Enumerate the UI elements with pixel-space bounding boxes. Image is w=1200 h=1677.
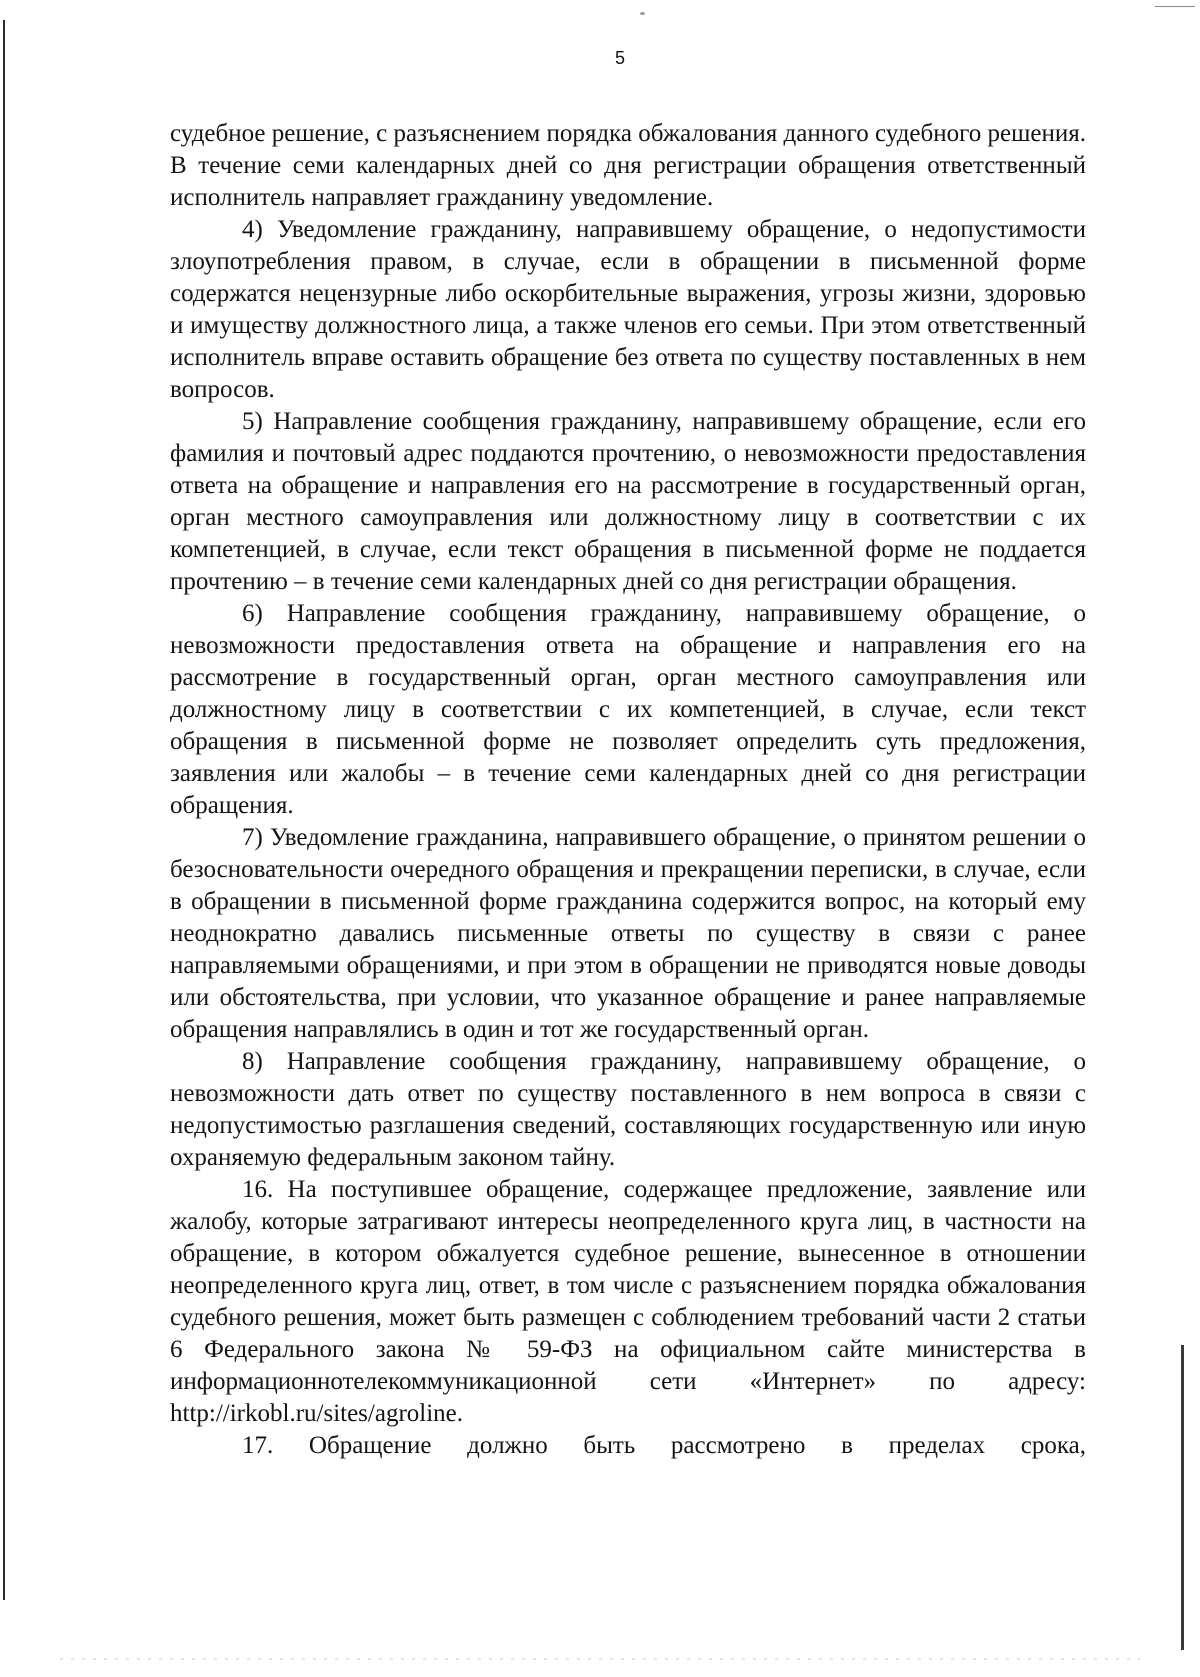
paragraph-item-6: 6) Направление сообщения гражданину, направившему обращение, о невозможности предоставления ответа на обращение и направления его на рассмотрение в государственный орган, орган местного самоуправления или должностному лицу в соответствии с их компетенцией, в случае, если текст обращения в письменной форме не позволяет определить суть предложения, заявления или жалобы – в течение семи календарных дней со дня регистрации обращения. [170,600,1086,819]
paragraph-item-4: 4) Уведомление гражданину, направившему обращение, о недопустимости злоупотребления правом, в случае, если в обращении в письменной форме содержатся нецензурные либо оскорбительные выражения, угрозы жизни, здоровью и имуществу должностного лица, а также членов его семьи. При этом ответственный исполнитель вправе оставить обращение без ответа по существу поставленных в нем вопросов. [170,216,1086,403]
scan-bottom-noise [60,1658,1140,1660]
scan-left-edge [3,20,5,1600]
paragraph-item-8: 8) Направление сообщения гражданину, направившему обращение, о невозможности дать ответ по существу поставленного в нем вопроса в связи с недопустимостью разглашения сведений, составляющих государственную или иную охраняемую федеральным законом тайну. [170,1048,1086,1171]
paragraph-clause-16: 16. На поступившее обращение, содержащее предложение, заявление или жалобу, которые затрагивают интересы неопределенного круга лиц, в частности на обращение, в котором обжалуется судебное решение, вынесенное в отношении неопределенного круга лиц, ответ, в том числе с разъяснением порядка обжалования судебного решения, может быть размещен с соблюдением требований части 2 статьи 6 Федерального закона № 59-ФЗ на официальном сайте министерства в информационнотелекоммуникационной сети «Интернет» по адресу: http://irkobl.ru/sites/agroline. [170,1176,1086,1427]
paragraph-continuation: судебное решение, с разъяснением порядка обжалования данного судебного решения. В течение семи календарных дней со дня регистрации обращения ответственный исполнитель направляет гражданину уведомление. [170,120,1086,211]
paragraph-item-5: 5) Направление сообщения гражданину, направившему обращение, если его фамилия и почтовый адрес поддаются прочтению, о невозможности предоставления ответа на обращение и направления его на рассмотрение в государственный орган, орган местного самоуправления или должностному лицу в соответствии с их компетенцией, в случае, если текст обращения в письменной форме не поддается прочтению – в течение семи календарных дней со дня регистрации обращения. [170,408,1086,595]
paragraph-item-7: 7) Уведомление гражданина, направившего обращение, о принятом решении о безосновательности очередного обращения и прекращении переписки, в случае, если в обращении в письменной форме гражданина содержится вопрос, на который ему неоднократно давались письменные ответы по существу в связи с ранее направляемыми обращениями, и при этом в обращении не приводятся новые доводы или обстоятельства, при условии, что указанное обращение и ранее направляемые обращения направлялись в один и тот же государственный орган. [170,824,1086,1043]
scan-right-edge [1181,1345,1184,1650]
scan-top-rule [1155,6,1195,7]
page-number: 5 [614,48,625,68]
scan-speck [640,12,645,15]
paragraph-clause-17: 17. Обращение должно быть рассмотрено в пределах срока, [242,1432,1086,1459]
document-body [170,118,1086,1462]
